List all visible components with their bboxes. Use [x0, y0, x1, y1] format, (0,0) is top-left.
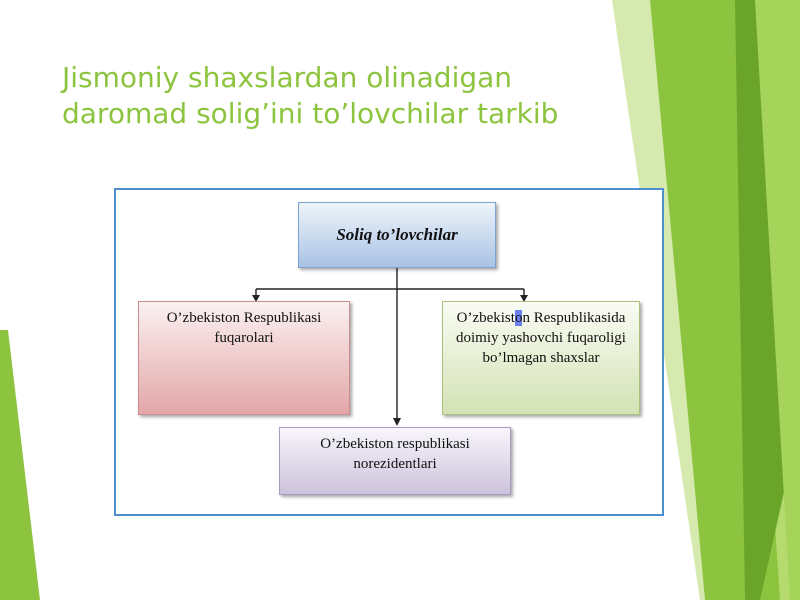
node-uzbekistan-citizens — [138, 301, 350, 415]
node-left-label: O’zbekiston Respublikasi fuqarolari — [166, 310, 322, 346]
node-non-residents — [279, 427, 511, 495]
text-selection-highlight: o — [514, 310, 523, 326]
root-node-soliq-tolovchilar — [298, 202, 496, 268]
node-right-label-part2: n Respublikasida doimiy yashovchi fuqaroligi bo’lmagan shaxslar — [456, 310, 626, 366]
node-right-label-part1: O’zbekist — [456, 310, 515, 326]
arrowhead-bottom — [393, 418, 401, 426]
slide-title: Jismoniy shaxslardan olinadigan daromad solig’ini to’lovchilar tarkib — [62, 61, 559, 130]
node-stateless-residents — [442, 301, 640, 415]
root-node-label: Soliq to’lovchilar — [336, 225, 458, 244]
node-bottom-label: O’zbekiston respublikasi norezidentlari — [320, 436, 470, 472]
